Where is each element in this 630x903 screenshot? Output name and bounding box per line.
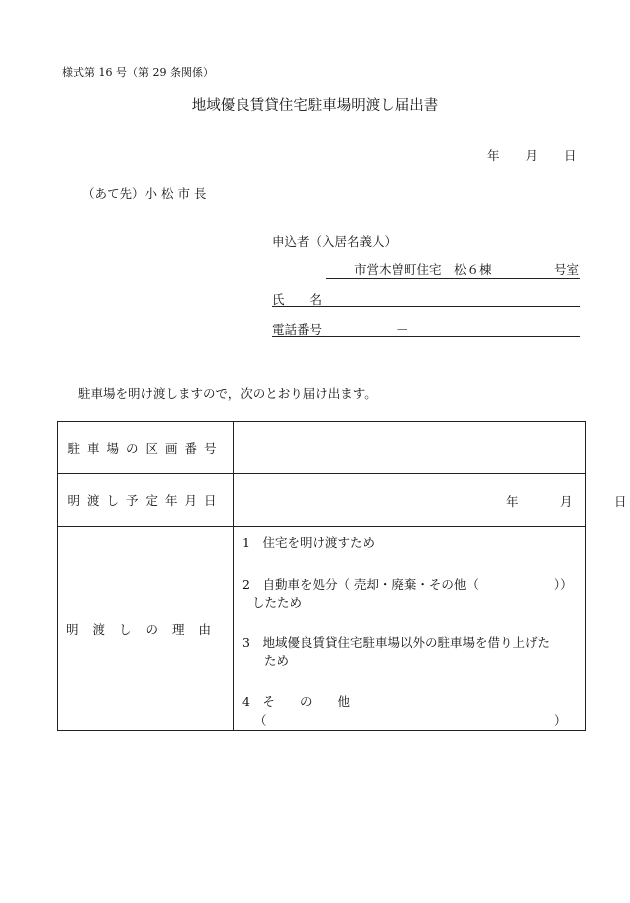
reason-4-detail[interactable]: （ ） [254, 712, 567, 728]
room-label: 号室 [554, 262, 580, 277]
name-underline [272, 306, 580, 307]
parking-space-number-label: 駐車場の区画番号 [58, 422, 234, 474]
phone-underline [272, 336, 580, 337]
vacate-day: 日 [614, 494, 627, 509]
phone-label: 電話番号 [272, 322, 323, 337]
vacate-month: 月 [560, 494, 573, 509]
vacate-year: 年 [506, 494, 519, 509]
vacate-date-field[interactable] [234, 474, 627, 527]
addressee: （あて先）小 松 市 長 [82, 186, 207, 201]
reason-2-cont: したため [252, 594, 303, 610]
phone-separator: － [396, 322, 409, 337]
date-line [487, 146, 577, 164]
address-underline [326, 278, 580, 279]
vacate-form-table [57, 421, 627, 731]
parking-space-number-field[interactable] [234, 422, 586, 474]
vacate-reason-field[interactable] [234, 527, 586, 731]
reason-4[interactable]: 4 そ の 他 [242, 693, 350, 709]
reason-3-cont: ため [264, 652, 290, 668]
vacate-reason-label: 明渡しの理由 [58, 527, 234, 731]
intro-text: 駐車場を明け渡しますので，次のとおり届け出ます。 [78, 386, 377, 401]
date-year: 年 [487, 148, 500, 163]
date-month: 月 [525, 148, 539, 163]
reason-3[interactable]: 3 地域優良賃貸住宅駐車場以外の駐車場を借り上げた [242, 634, 550, 650]
table-row [58, 474, 586, 527]
form-number: 様式第 16 号（第 29 条関係） [62, 66, 214, 79]
table-row [58, 422, 586, 474]
address-label: 市営木曽町住宅 松６棟 [354, 262, 492, 277]
vacate-date-label: 明渡し予定年月日 [58, 474, 234, 527]
date-day: 日 [564, 148, 577, 163]
document-title: 地域優良賃貸住宅駐車場明渡し届出書 [191, 98, 439, 114]
name-label: 氏 名 [272, 292, 323, 307]
reason-list [234, 529, 585, 729]
reason-2[interactable]: 2 自動車を処分（ 売却・廃棄・その他（ ）） [242, 576, 573, 592]
reason-1[interactable]: 1 住宅を明け渡すため [242, 534, 375, 550]
applicant-heading: 申込者（入居名義人） [272, 234, 398, 249]
table-row [58, 527, 586, 731]
